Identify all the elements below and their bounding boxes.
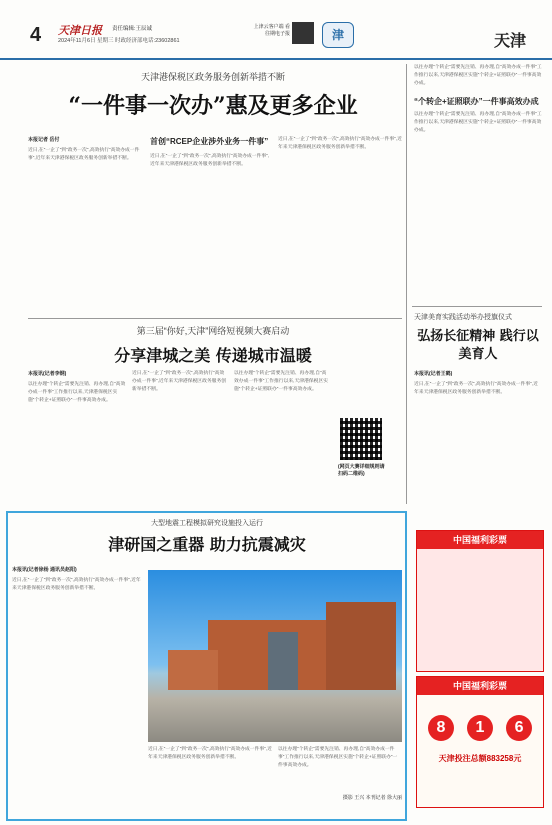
- lottery-2-title: 中国福利彩票: [417, 677, 543, 695]
- qr-note: 上津云客户端 看往期电子报: [253, 24, 290, 37]
- article-2-col-2: [132, 370, 228, 500]
- article-1-subhead: 首创“RCEP企业涉外业务一件事”: [150, 137, 269, 146]
- lottery-1-title: 中国福利彩票: [417, 531, 543, 549]
- article-2-body-3: 以往办理“个转企”需要先注销、再办理,自“高效办成一件事”工作推行以来,天津港保税区实施“个转企+证照联办”一件事高效办成。: [234, 371, 329, 392]
- article-1: [28, 70, 398, 120]
- lottery-numbers: [417, 713, 543, 743]
- paper-name: 天津日报: [58, 24, 102, 37]
- editor-line: 责任编辑:王辰诚: [112, 26, 153, 32]
- article-3-headline: 弘扬长征精神 践行以美育人: [417, 329, 539, 362]
- lottery-ball: 6: [506, 715, 532, 741]
- photo-credit: 摄影 王兴 本刊记者 徐大丽: [342, 795, 402, 801]
- article-4: [12, 518, 402, 555]
- lottery-ball: 1: [467, 715, 493, 741]
- section-title: 天津: [493, 33, 526, 50]
- sidebar-title: “个转企+证照联办”一件事高效办成: [414, 97, 539, 106]
- article-3-kicker: 天津美育实践活动举办授旗仪式: [414, 314, 512, 321]
- article-3: [414, 312, 542, 491]
- article-1-kicker: 天津港保税区政务服务创新举措不断: [140, 72, 285, 82]
- article-4-body-2: 近日,在“一企了”到“政务一次”,高效执行“高效办成一件事”,近年来天津港保税区政务服务创新举措不断。: [148, 747, 272, 760]
- page-number: 4: [30, 24, 42, 46]
- qr-caption: (网页大赛详细规则请扫码二维码): [338, 464, 385, 477]
- article-4-headline: 津研国之重器 助力抗震减灾: [108, 535, 306, 554]
- article-4-byline: 本报讯(记者徐杨 通讯员赵阳): [12, 567, 77, 573]
- article-4-col-2: [148, 746, 274, 806]
- article-1-col-2: [150, 136, 272, 315]
- article-2-headline: 分享津城之美 传递城市温暖: [114, 346, 312, 365]
- article-2: [28, 324, 398, 366]
- masthead: [0, 0, 552, 60]
- building-photo: [148, 570, 402, 742]
- article-2-col-3: [234, 370, 330, 500]
- article-1-col-3: [278, 136, 402, 316]
- app-logo: 津: [322, 22, 354, 48]
- qr-code-icon: [292, 22, 314, 44]
- divider-2: [412, 306, 542, 307]
- article-4-body: 近日,在“一企了”到“政务一次”,高效执行“高效办成一件事”,近年来天津港保税区政务服务创新举措不断。: [12, 578, 141, 591]
- article-1-headline: “一件事一次办”惠及更多企业: [68, 93, 358, 119]
- divider-1: [28, 318, 402, 319]
- article-3-byline: 本报讯(记者王鹤): [414, 371, 453, 377]
- article-1-col-1: [28, 136, 146, 315]
- date-line: 2024年11月6日 星期三 时政经济部电话:23602861: [58, 38, 180, 44]
- article-2-body: 以往办理“个转企”需要先注销、再办理,自“高效办成一件事”工作推行以来,天津港保税区实施“个转企+证照联办”一件事高效办成。: [28, 382, 126, 403]
- lottery-ad-2: [416, 676, 544, 808]
- article-3-body: 近日,在“一企了”到“政务一次”,高效执行“高效办成一件事”,近年来天津港保税区政务服务创新举措不断。: [414, 382, 538, 395]
- lottery-ad-1: [416, 530, 544, 672]
- column-divider: [406, 64, 407, 504]
- article-2-byline: 本报讯(记者李钢): [28, 371, 67, 377]
- qr-code-image: [340, 418, 382, 460]
- article-2-kicker: 第三届“你好,天津”网络短视频大赛启动: [136, 326, 290, 336]
- sidebar-intro: 以往办理“个转企”需要先注销、再办理,自“高效办成一件事”工作推行以来,天津港保税区实施“个转企+证照联办”一件事高效办成。: [414, 65, 542, 86]
- article-1-byline: 本报记者 岳付: [28, 137, 60, 143]
- sidebar-article: [414, 64, 542, 291]
- article-4-body-3: 以往办理“个转企”需要先注销、再办理,自“高效办成一件事”工作推行以来,天津港保税区实施“个转企+证照联办”一件事高效办成。: [278, 747, 398, 768]
- article-4-kicker: 大型地震工程模拟研究设施投入运行: [151, 520, 263, 527]
- article-1-body: 近日,在“一企了”到“政务一次”,高效执行“高效办成一件事”,近年来天津港保税区政务服务创新举措不断。: [28, 148, 140, 161]
- lottery-ball: 8: [428, 715, 454, 741]
- article-1-body-2: 近日,在“一企了”到“政务一次”,高效执行“高效办成一件事”,近年来天津港保税区政务服务创新举措不断。: [150, 154, 270, 167]
- article-2-body-2: 近日,在“一企了”到“政务一次”,高效执行“高效办成一件事”,近年来天津港保税区政务服务创新举措不断。: [132, 371, 227, 392]
- article-1-body-3: 近日,在“一企了”到“政务一次”,高效执行“高效办成一件事”,近年来天津港保税区政务服务创新举措不断。: [278, 137, 402, 150]
- article-2-col-1: [28, 370, 126, 501]
- sidebar-body: 以往办理“个转企”需要先注销、再办理,自“高效办成一件事”工作推行以来,天津港保税区实施“个转企+证照联办”一件事高效办成。: [414, 112, 542, 133]
- lottery-prize: 天津投注总额883258元: [438, 754, 522, 763]
- article-4-col-3: [278, 746, 402, 801]
- article-4-col-1: [12, 566, 144, 809]
